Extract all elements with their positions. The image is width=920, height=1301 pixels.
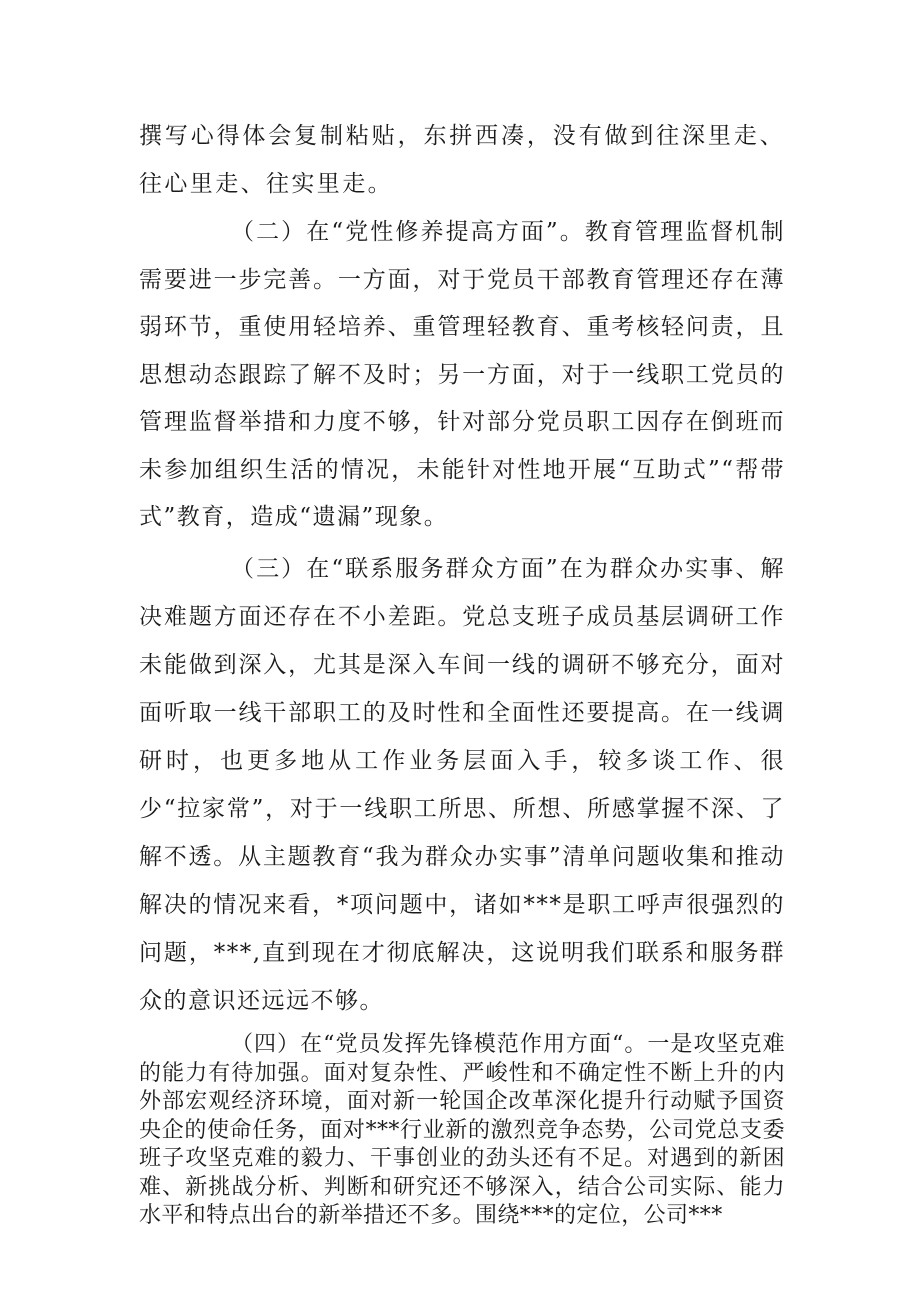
paragraph-section-4: （四）在“党员发挥先锋模范作用方面“。一是攻坚克难的能力有待加强。面对复杂性、严峻性和不确定性不断上升的内外部宏观经济环境，面对新一轮国企改革深化提升行动赋予国资央企的使命任务，面对***行业新的激烈竞争态势，公司党总支委班子攻坚克难的毅力、干事创业的劲头还有不足。对遇到的新困难、新挑战分析、判断和研究还不够深入，结合公司实际、能力水平和特点出台的新举措还不多。围绕***的定位，公司*** bbox=[139, 1032, 785, 1228]
paragraph-section-3: （三）在“联系服务群众方面”在为群众办实事、解决难题方面还存在不小差距。党总支班子成员基层调研工作未能做到深入，尤其是深入车间一线的调研不够充分，面对面听取一线干部职工的及时性和全面性还要提高。在一线调研时，也更多地从工作业务层面入手，较多谈工作、很少“拉家常”，对于一线职工所思、所想、所感掌握不深、了解不透。从主题教育“我为群众办实事”清单问题收集和推动解决的情况来看，*项问题中，诸如***是职工呼声很强烈的问题，***,直到现在才彻底解决，这说明我们联系和服务群众的意识还远远不够。 bbox=[139, 556, 785, 1014]
paragraph-intro: 撰写心得体会复制粘贴，东拼西凑，没有做到往深里走、往心里走、往实里走。 bbox=[139, 123, 785, 197]
paragraph-section-2: （二）在“党性修养提高方面”。教育管理监督机制需要进一步完善。一方面，对于党员干部教育管理还存在薄弱环节，重使用轻培养、重管理轻教育、重考核轻问责，且思想动态跟踪了解不及时；另一方面，对于一线职工党员的管理监督举措和力度不够，针对部分党员职工因存在倒班而未参加组织生活的情况，未能针对性地开展“互助式”“帮带式”教育，造成“遗漏”现象。 bbox=[139, 219, 785, 530]
